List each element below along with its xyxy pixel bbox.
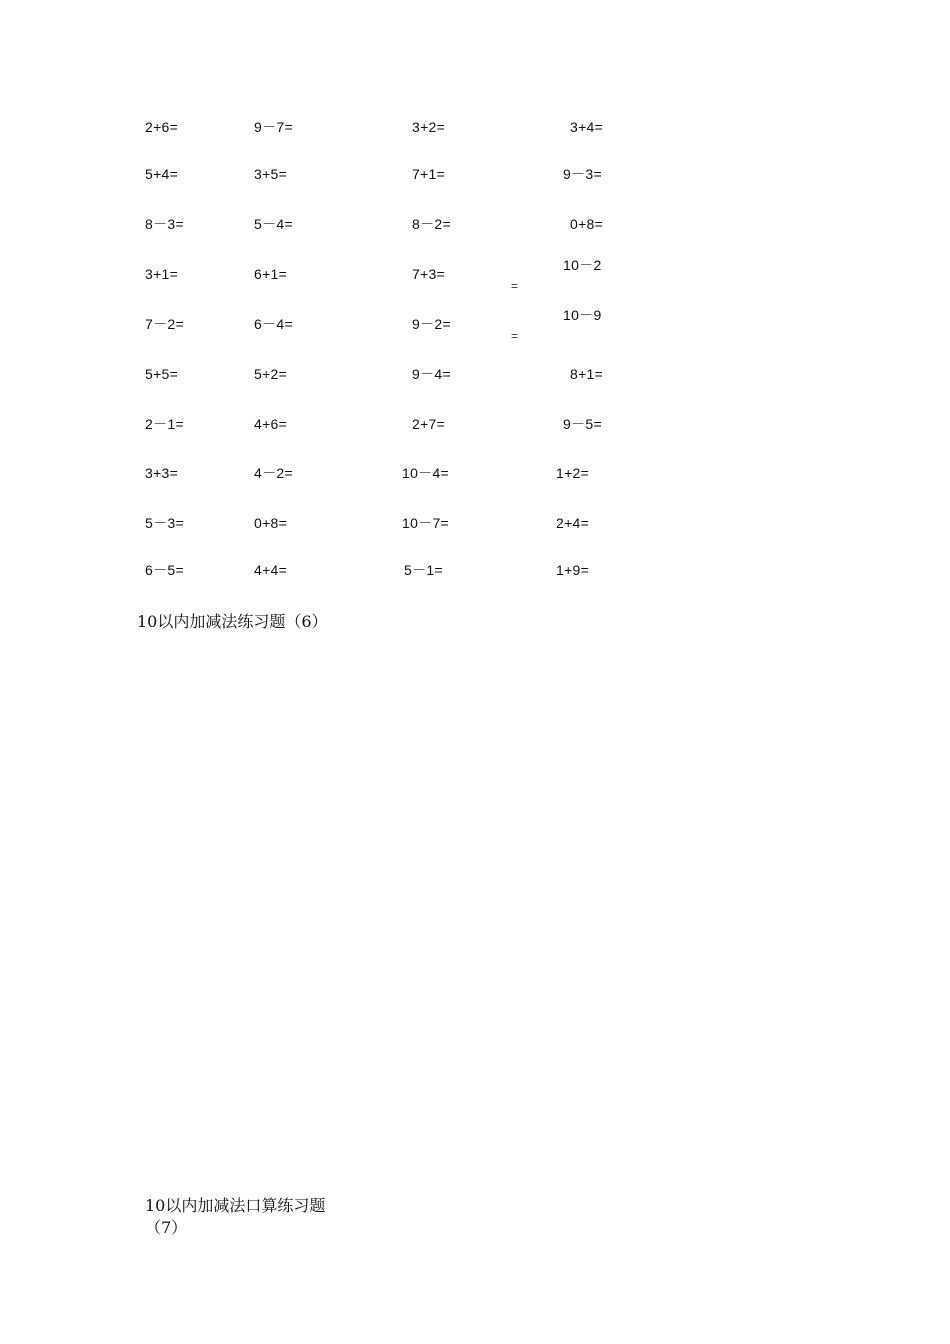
problem-r4-c2: 9－2= <box>412 316 451 332</box>
problem-r8-c1: 0+8= <box>254 515 288 531</box>
wrapped-equals-r4: = <box>511 329 519 343</box>
problem-r7-c3: 1+2= <box>556 465 590 481</box>
problem-r0-c0: 2+6= <box>145 119 179 135</box>
problem-r3-c2: 7+3= <box>412 266 446 282</box>
problem-r1-c1: 3+5= <box>254 166 288 182</box>
problem-r6-c3: 9－5= <box>563 416 602 432</box>
problem-r6-c1: 4+6= <box>254 416 288 432</box>
problem-r9-c3: 1+9= <box>556 562 590 578</box>
problem-r2-c2: 8－2= <box>412 216 451 232</box>
problem-r3-c3: 10－2 <box>563 257 602 273</box>
problem-r0-c1: 9－7= <box>254 119 293 135</box>
problem-r9-c1: 4+4= <box>254 562 288 578</box>
problem-r6-c2: 2+7= <box>412 416 446 432</box>
problem-r9-c0: 6－5= <box>145 562 184 578</box>
problem-r5-c1: 5+2= <box>254 366 288 382</box>
problem-r0-c3: 3+4= <box>570 119 604 135</box>
problem-r8-c0: 5－3= <box>145 515 184 531</box>
problem-r4-c1: 6－4= <box>254 316 293 332</box>
problem-r2-c0: 8－3= <box>145 216 184 232</box>
problem-r5-c0: 5+5= <box>145 366 179 382</box>
problem-r4-c0: 7－2= <box>145 316 184 332</box>
problem-r5-c3: 8+1= <box>570 366 604 382</box>
section-7-title-line1: 10以内加减法口算练习题 <box>145 1196 326 1215</box>
problem-r7-c2: 10－4= <box>402 465 450 481</box>
problem-r0-c2: 3+2= <box>412 119 446 135</box>
section-7-title-line2: （7） <box>145 1218 188 1237</box>
problem-r7-c1: 4－2= <box>254 465 293 481</box>
problem-r3-c1: 6+1= <box>254 266 288 282</box>
problem-r1-c0: 5+4= <box>145 166 179 182</box>
problem-r2-c3: 0+8= <box>570 216 604 232</box>
problem-r7-c0: 3+3= <box>145 465 179 481</box>
wrapped-equals-r3: = <box>511 279 519 293</box>
problem-r5-c2: 9－4= <box>412 366 451 382</box>
problem-r3-c0: 3+1= <box>145 266 179 282</box>
problem-r6-c0: 2－1= <box>145 416 184 432</box>
problem-r4-c3: 10－9 <box>563 307 602 323</box>
problem-r2-c1: 5－4= <box>254 216 293 232</box>
problem-r8-c3: 2+4= <box>556 515 590 531</box>
problem-r8-c2: 10－7= <box>402 515 450 531</box>
problem-r1-c2: 7+1= <box>412 166 446 182</box>
problem-r1-c3: 9－3= <box>563 166 602 182</box>
section-6-title: 10以内加减法练习题（6） <box>137 612 328 631</box>
problem-r9-c2: 5－1= <box>404 562 443 578</box>
